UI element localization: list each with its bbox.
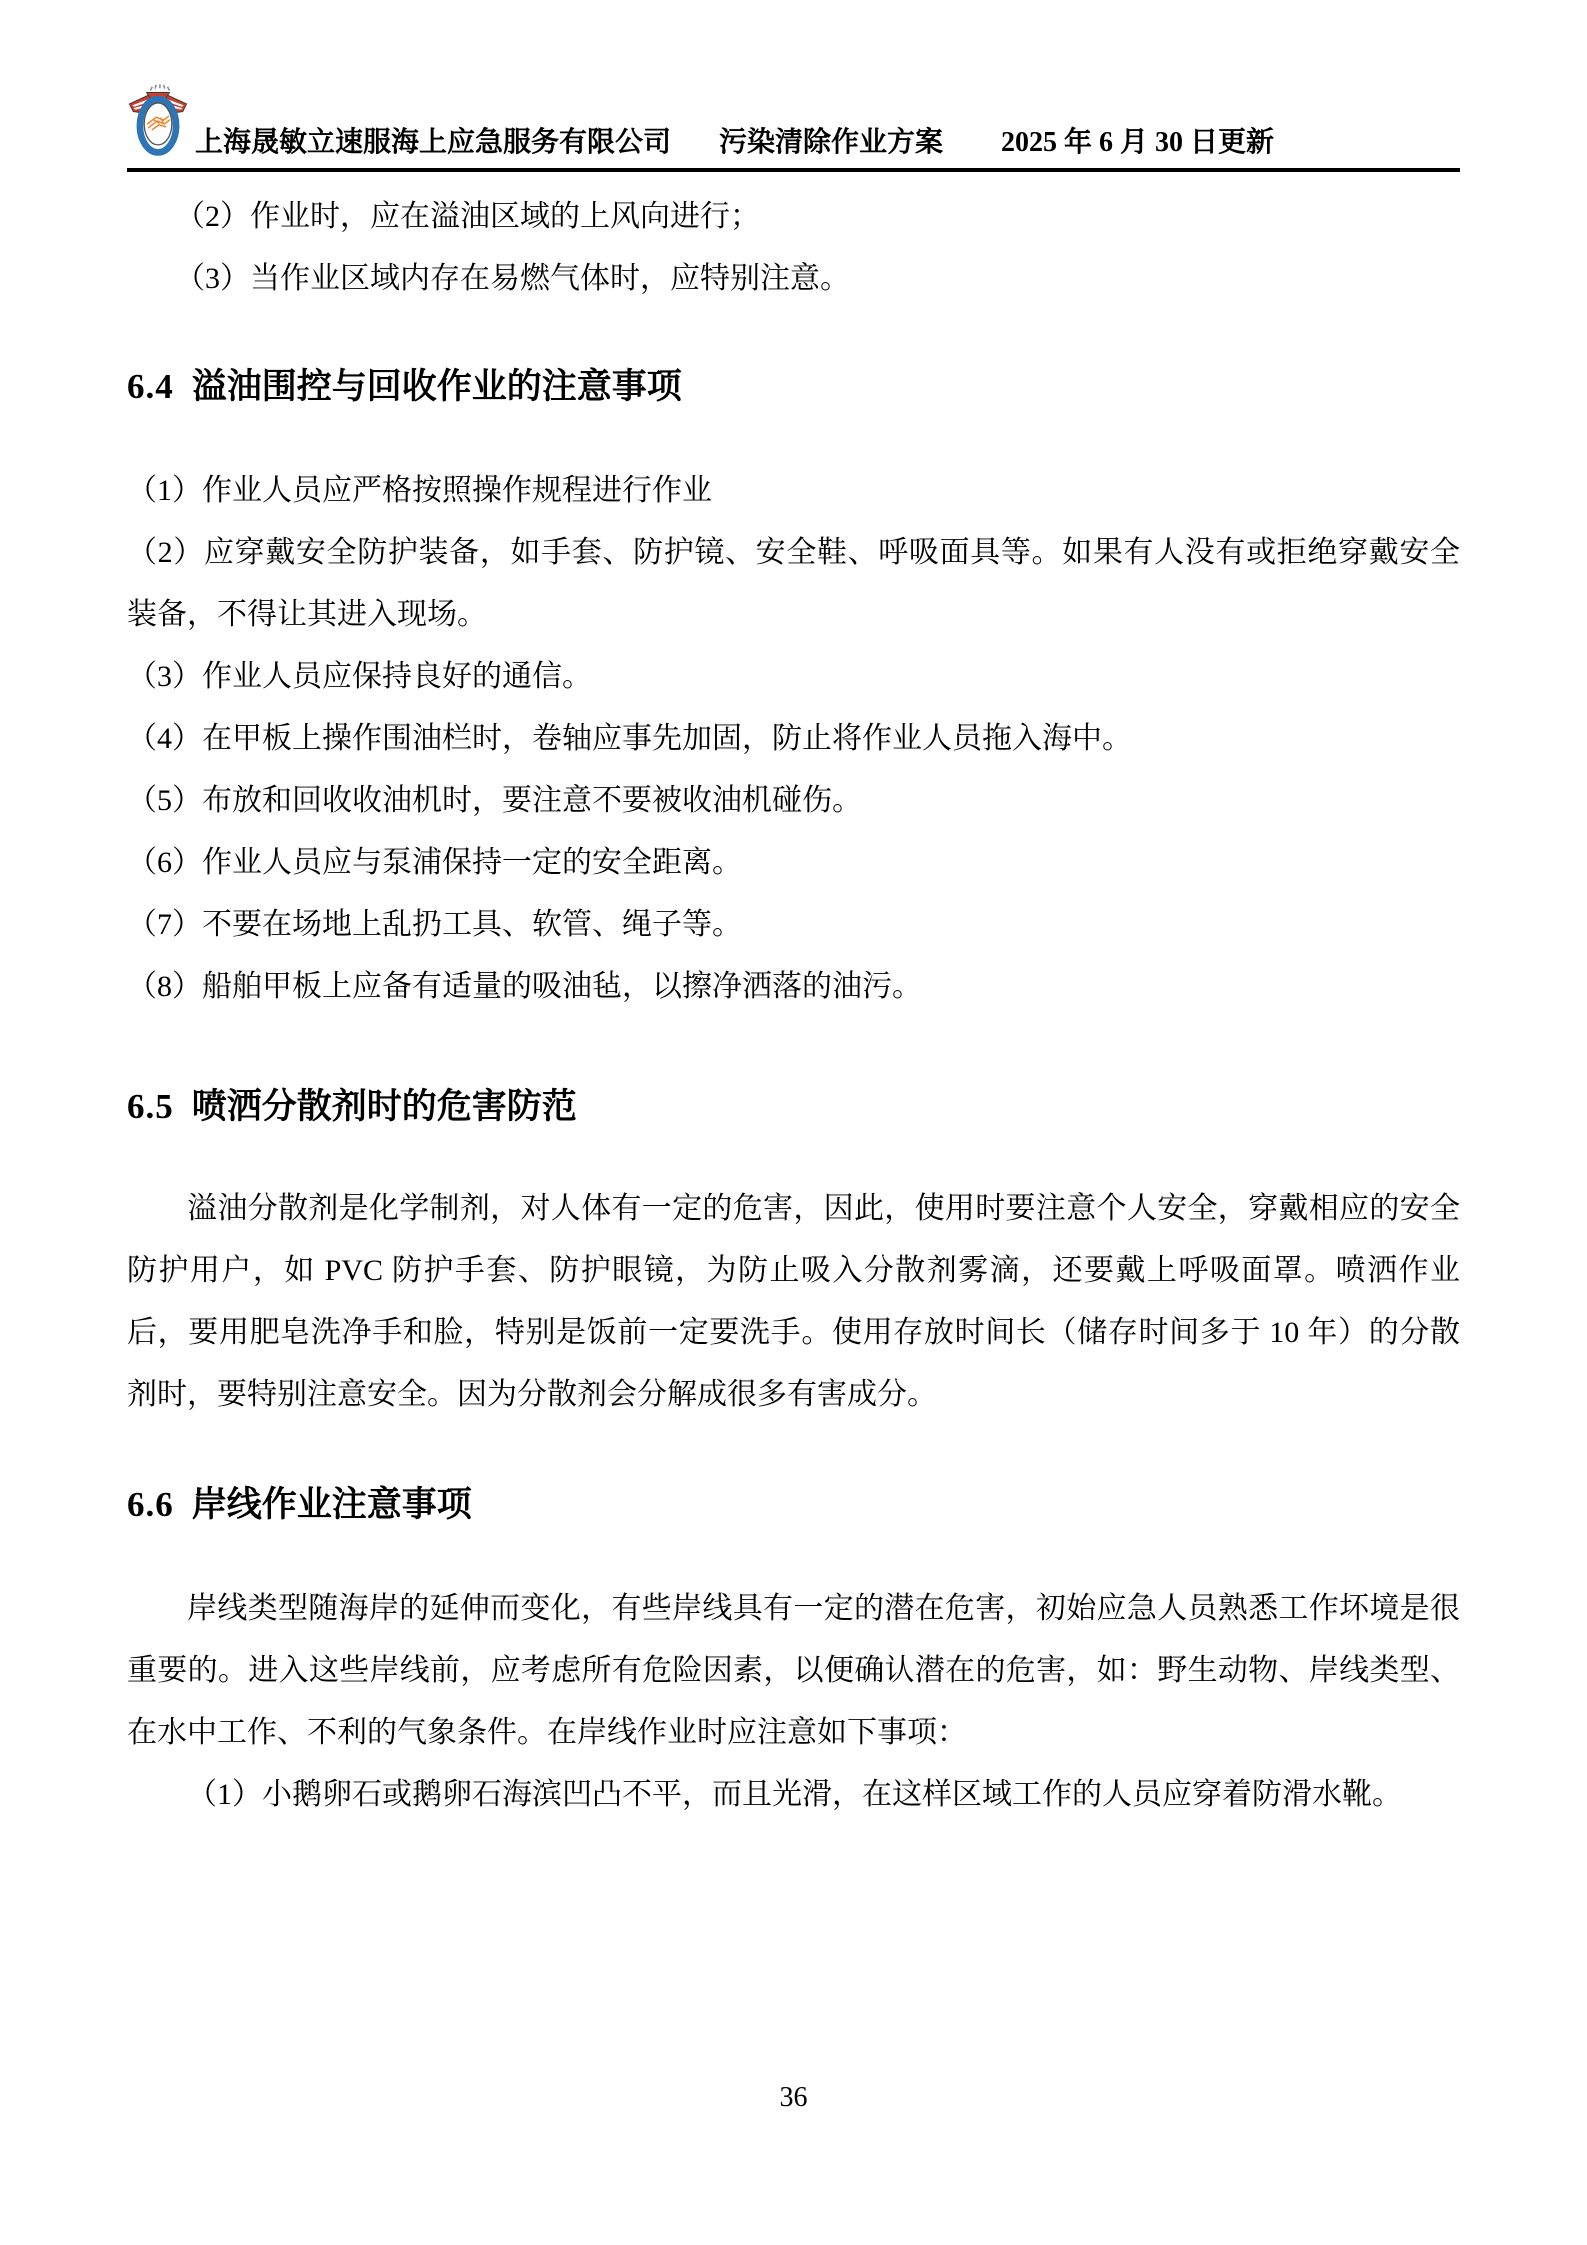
list-item: （8）船舶甲板上应备有适量的吸油毡，以擦净洒落的油污。 [127, 970, 922, 1003]
section-title: 岸线作业注意事项 [191, 1485, 472, 1524]
section-heading-6-4 [127, 364, 1460, 410]
page-number: 36 [779, 2082, 808, 2113]
company-name: 上海晟敏立速服海上应急服务有限公司 [195, 127, 672, 158]
list-item: （6）作业人员应与泵浦保持一定的安全距离。 [127, 846, 742, 879]
section-title: 喷洒分散剂时的危害防范 [191, 1087, 577, 1126]
document-title: 污染清除作业方案 [719, 127, 944, 158]
section-number: 6.6 [127, 1485, 174, 1524]
section-6-5-text [127, 1178, 1460, 1426]
list-item: （5）布放和回收收油机时，要注意不要被收油机碰伤。 [127, 784, 862, 817]
section-heading-6-5 [127, 1084, 1460, 1130]
document-body [127, 186, 1460, 1826]
company-logo-icon [127, 82, 189, 162]
list-item: （1）作业人员应严格按照操作规程进行作业 [127, 474, 712, 507]
update-date: 2025 年 6 月 30 日更新 [1001, 127, 1275, 158]
page-header [127, 0, 1460, 172]
section-title: 溢油围控与回收作业的注意事项 [191, 367, 682, 406]
section-number: 6.4 [127, 367, 174, 406]
header-text-row [195, 126, 1274, 162]
section-number: 6.5 [127, 1087, 174, 1126]
section-6-4-list [127, 460, 1460, 1018]
list-item: （2）作业时，应在溢油区域的上风向进行； [175, 200, 760, 233]
intro-list [127, 186, 1460, 310]
paragraph: 岸线类型随海岸的延伸而变化，有些岸线具有一定的潜在危害，初始应急人员熟悉工作坏境是很重要的。进入这些岸线前，应考虑所有危险因素，以便确认潜在的危害，如：野生动物、岸线类型、在水中工作、不利的气象条件。在岸线作业时应注意如下事项： [127, 1592, 1460, 1749]
list-item: （3）作业人员应保持良好的通信。 [127, 660, 592, 693]
paragraph: （1）小鹅卵石或鹅卵石海滨凹凸不平，而且光滑，在这样区域工作的人员应穿着防滑水靴。 [187, 1778, 1402, 1811]
section-6-6-text [127, 1578, 1460, 1826]
paragraph: 溢油分散剂是化学制剂，对人体有一定的危害，因此，使用时要注意个人安全，穿戴相应的安全防护用户，如 PVC 防护手套、防护眼镜，为防止吸入分散剂雾滴，还要戴上呼吸面罩。喷洒作业后，要用肥皂洗净手和脸，特别是饭前一定要洗手。使用存放时间长（储存时间多于 10 年）的分散剂时，要特别注意安全。因为分散剂会分解成很多有害成分。 [127, 1192, 1460, 1411]
section-heading-6-6 [127, 1482, 1460, 1528]
list-item: （4）在甲板上操作围油栏时，卷轴应事先加固，防止将作业人员拖入海中。 [127, 722, 1132, 755]
list-item: （7）不要在场地上乱扔工具、软管、绳子等。 [127, 908, 742, 941]
list-item: （3）当作业区域内存在易燃气体时，应特别注意。 [175, 262, 850, 295]
list-item: （2）应穿戴安全防护装备，如手套、防护镜、安全鞋、呼吸面具等。如果有人没有或拒绝穿戴安全装备，不得让其进入现场。 [127, 536, 1460, 631]
